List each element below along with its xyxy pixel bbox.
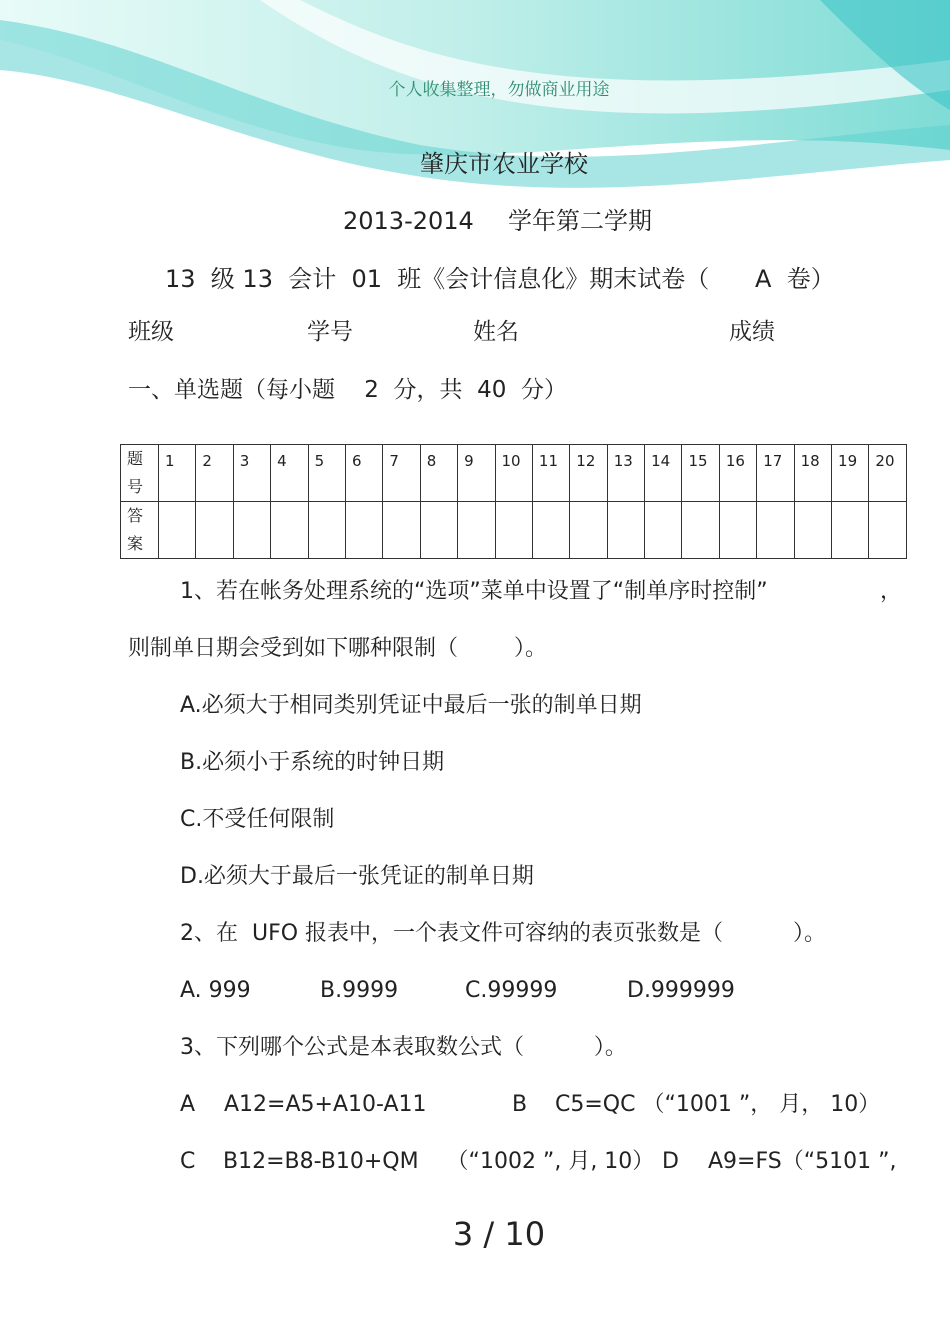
answer-cell[interactable]	[719, 502, 756, 559]
answer-cell[interactable]	[383, 502, 420, 559]
answer-cell[interactable]	[233, 502, 270, 559]
question-number-cell: 17	[757, 445, 794, 502]
question-number-cell: 18	[794, 445, 831, 502]
question-1-option-a: A.必须大于相同类别凭证中最后一张的制单日期	[180, 693, 642, 718]
question-3-stem: 3、下列哪个公式是本表取数公式（ ）。	[180, 1035, 627, 1060]
question-1-option-d: D.必须大于最后一张凭证的制单日期	[180, 864, 534, 889]
question-3-option-b: C5=QC （“1001 ”， 月， 10）	[555, 1092, 881, 1117]
row-label-answer: 答案	[121, 502, 159, 559]
school-name: 肇庆市农业学校	[420, 150, 588, 178]
question-number-row	[121, 445, 907, 502]
score-field-label: 成绩	[729, 319, 775, 345]
question-number-cell: 15	[682, 445, 719, 502]
question-number-cell: 4	[271, 445, 308, 502]
answer-cell[interactable]	[832, 502, 869, 559]
question-3-option-a-label: A	[180, 1092, 196, 1117]
exam-title: 13 级 13 会计 01 班《会计信息化》期末试卷（ A 卷）	[165, 265, 835, 293]
question-number-cell: 2	[196, 445, 233, 502]
section-heading: 一、单选题（每小题 2 分，共 40 分）	[128, 377, 568, 403]
question-1-stem-cont: 则制单日期会受到如下哪种限制（ ）。	[128, 636, 547, 661]
question-number-cell: 1	[159, 445, 196, 502]
question-1-option-c: C.不受任何限制	[180, 807, 335, 832]
question-number-cell: 20	[869, 445, 907, 502]
question-number-cell: 16	[719, 445, 756, 502]
answer-cell[interactable]	[570, 502, 607, 559]
class-field-label: 班级	[128, 319, 174, 345]
question-2-option-c: C.99999	[465, 978, 558, 1003]
answer-cell[interactable]	[159, 502, 196, 559]
answer-table	[120, 444, 907, 559]
answer-cell[interactable]	[532, 502, 569, 559]
answer-cell[interactable]	[458, 502, 495, 559]
question-1-option-b: B.必须小于系统的时钟日期	[180, 750, 445, 775]
question-number-cell: 8	[420, 445, 457, 502]
answer-cell[interactable]	[196, 502, 233, 559]
question-number-cell: 7	[383, 445, 420, 502]
answer-cell[interactable]	[645, 502, 682, 559]
question-number-cell: 10	[495, 445, 532, 502]
question-number-cell: 13	[607, 445, 644, 502]
answer-cell[interactable]	[308, 502, 345, 559]
question-2-option-d: D.999999	[627, 978, 735, 1003]
answer-cell[interactable]	[271, 502, 308, 559]
question-3-option-b-label: B	[512, 1092, 528, 1117]
question-number-cell: 6	[345, 445, 382, 502]
answer-cell[interactable]	[682, 502, 719, 559]
question-3-option-c-label: C	[180, 1149, 196, 1174]
answer-row	[121, 502, 907, 559]
question-number-cell: 12	[570, 445, 607, 502]
name-field-label: 姓名	[473, 319, 519, 345]
question-1-comma: ，	[880, 579, 903, 604]
answer-cell[interactable]	[495, 502, 532, 559]
question-number-cell: 14	[645, 445, 682, 502]
header-banner	[0, 0, 950, 260]
term-label: 学年第二学期	[508, 207, 652, 235]
page-number: 3 / 10	[452, 1215, 546, 1253]
answer-cell[interactable]	[345, 502, 382, 559]
term-year: 2013-2014	[343, 207, 474, 235]
question-number-cell: 5	[308, 445, 345, 502]
question-1-stem: 1、若在帐务处理系统的“选项”菜单中设置了“制单序时控制”	[180, 579, 768, 604]
question-number-cell: 19	[832, 445, 869, 502]
question-3-option-a: A12=A5+A10-A11	[224, 1092, 427, 1117]
question-3-option-c: B12=B8-B10+QM （“1002 ”, 月, 10）	[223, 1149, 655, 1174]
answer-cell[interactable]	[794, 502, 831, 559]
question-2-option-b: B.9999	[320, 978, 399, 1003]
question-number-cell: 9	[458, 445, 495, 502]
question-number-cell: 11	[532, 445, 569, 502]
question-3-option-d-label: D	[662, 1149, 679, 1174]
question-number-cell: 3	[233, 445, 270, 502]
question-3-option-d: A9=FS（“5101 ”,	[708, 1149, 897, 1174]
answer-cell[interactable]	[757, 502, 794, 559]
question-2-option-a: A. 999	[180, 978, 251, 1003]
answer-cell[interactable]	[869, 502, 907, 559]
student-id-field-label: 学号	[307, 319, 353, 345]
answer-cell[interactable]	[607, 502, 644, 559]
row-label-question-number: 题号	[121, 445, 159, 502]
watermark-text: 个人收集整理，勿做商业用途	[388, 80, 610, 100]
answer-cell[interactable]	[420, 502, 457, 559]
question-2-stem: 2、在 UFO 报表中，一个表文件可容纳的表页张数是（ ）。	[180, 921, 826, 946]
